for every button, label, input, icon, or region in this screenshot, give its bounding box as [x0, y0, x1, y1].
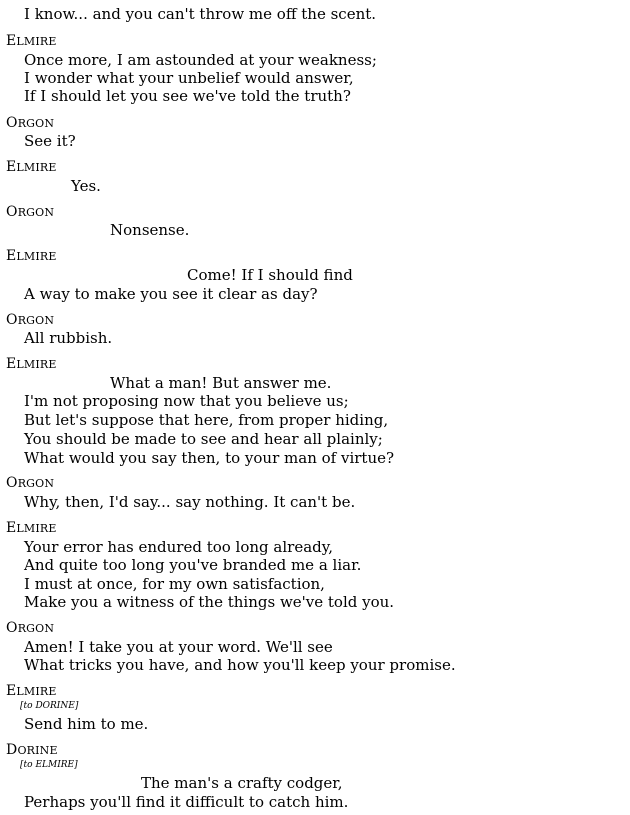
verse-line: Send him to me. — [24, 715, 149, 733]
verse-line: I'm not proposing now that you believe us; — [24, 392, 349, 410]
speaker-name: DORINE — [6, 742, 58, 758]
speaker-name: ORGON — [6, 312, 55, 328]
speaker-name: ELMIRE — [6, 520, 57, 536]
verse-line: Yes. — [71, 177, 101, 195]
speaker-name: ELMIRE — [6, 33, 57, 49]
verse-line: Amen! I take you at your word. We'll see — [24, 638, 333, 656]
stage-direction — [20, 760, 78, 771]
verse-line: Nonsense. — [110, 221, 190, 239]
speaker-name: ORGON — [6, 204, 55, 220]
verse-line: I know... and you can't throw me off the scent. — [24, 5, 377, 23]
stage-direction-character: DORINE — [35, 701, 75, 711]
speaker-name: ELMIRE — [6, 248, 57, 264]
verse-line: If I should let you see we've told the truth? — [24, 87, 351, 105]
verse-line: Perhaps you'll find it difficult to catch him. — [24, 793, 349, 811]
verse-line: And quite too long you've branded me a liar. — [24, 556, 362, 574]
stage-bracket-open: [ — [20, 701, 24, 711]
verse-line: Come! If I should find — [187, 266, 353, 284]
verse-line: I must at once, for my own satisfaction, — [24, 575, 325, 593]
speaker-name: ELMIRE — [6, 159, 57, 175]
stage-direction — [20, 701, 78, 712]
verse-line: Once more, I am astounded at your weakness; — [24, 51, 377, 69]
speaker-name: ORGON — [6, 115, 55, 131]
speaker-name: ORGON — [6, 475, 55, 491]
verse-line: What tricks you have, and how you'll keep your promise. — [24, 656, 456, 674]
stage-bracket-close: ] — [74, 760, 78, 770]
verse-line: But let's suppose that here, from proper hiding, — [24, 411, 389, 429]
verse-line: What a man! But answer me. — [110, 374, 332, 392]
speaker-name: ELMIRE — [6, 356, 57, 372]
verse-line: All rubbish. — [24, 329, 113, 347]
stage-direction-to: to — [23, 760, 33, 770]
verse-line: I wonder what your unbelief would answer, — [24, 69, 354, 87]
stage-bracket-close: ] — [74, 701, 79, 711]
stage-direction-to: to — [23, 701, 33, 711]
verse-line: A way to make you see it clear as day? — [24, 285, 318, 303]
verse-line: Your error has endured too long already, — [24, 538, 334, 556]
verse-line: You should be made to see and hear all plainly; — [24, 430, 383, 448]
speaker-name: ELMIRE — [6, 683, 57, 699]
verse-line: See it? — [24, 132, 76, 150]
verse-line: What would you say then, to your man of virtue? — [24, 449, 395, 467]
verse-line: Why, then, I'd say... say nothing. It can't be. — [24, 493, 356, 511]
verse-line: Make you a witness of the things we've told you. — [24, 593, 395, 611]
stage-direction-character: ELMIRE — [35, 760, 75, 770]
speaker-name: ORGON — [6, 620, 55, 636]
verse-line: The man's a crafty codger, — [141, 774, 343, 792]
stage-bracket-open: [ — [20, 760, 24, 770]
